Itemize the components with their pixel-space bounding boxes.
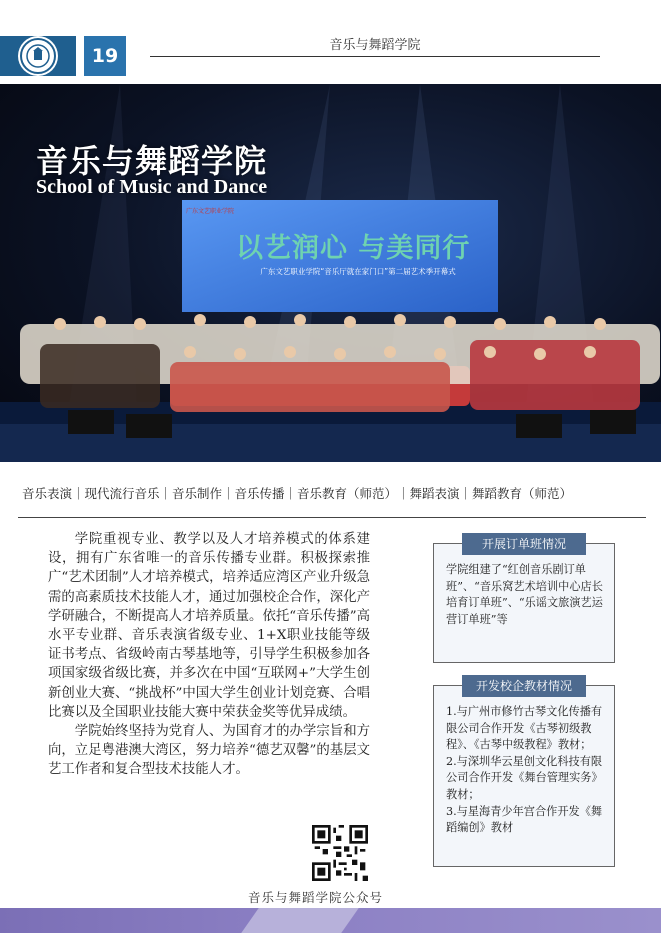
textbook-item: 3.与星海青少年宫合作开发《舞蹈编创》教材 <box>446 804 603 835</box>
screen-slogan: 以艺润心 与美同行 <box>236 233 471 264</box>
textbook-item: 2.与深圳华云星创文化科技有限公司合作开发《舞台管理实务》教材； <box>446 754 603 801</box>
order-class-card <box>433 537 615 663</box>
screen-logo-text: 广东文艺职业学院 <box>186 208 235 215</box>
order-class-card-text: 学院组建了“红创音乐剧订单班”、“音乐窝艺术培训中心店长培育订单班”、“乐谣文旅演艺运营订单班”等 <box>446 563 603 626</box>
qr-caption: 音乐与舞蹈学院公众号 <box>248 890 384 905</box>
qr-code-icon[interactable] <box>312 825 368 881</box>
screen-subtitle: 广东文艺职业学院“音乐厅就在家门口”第二届艺术季开幕式 <box>260 267 456 276</box>
body-text <box>48 530 370 780</box>
photo-title-english: School of Music and Dance <box>36 176 268 198</box>
school-emblem-icon <box>20 38 56 74</box>
textbook-card-body <box>434 686 614 845</box>
footer-stripe <box>241 908 359 933</box>
majors-list: 音乐表演｜现代流行音乐｜音乐制作｜音乐传播｜音乐教育（师范）｜舞蹈表演｜舞蹈教育（师范） <box>22 486 573 501</box>
stage-photo <box>0 84 661 462</box>
textbook-card-title: 开发校企教材情况 <box>462 675 586 697</box>
textbook-card <box>433 679 615 867</box>
body-paragraph: 学院重视专业、教学以及人才培养模式的体系建设，拥有广东省唯一的音乐传播专业群。积极探索推广“艺术团制”人才培养模式，培养适应湾区产业升级急需的高素质技术技能人才，通过加强校企合作，深化产学研融合，不断提高人才培养质量。依托“音乐传播”高水平专业群、音乐表演省级专业、1+X职业技能等级证书考点、省级岭南古琴基地等，引导学生积极参加各项国家级省级比赛，并多次在中国“互联网+”大学生创新创业大赛、“挑战杯”中国大学生创业计划竞赛、合唱比赛以及全国职业技能大赛中荣获金奖等优异成绩。 <box>48 532 370 720</box>
textbook-item: 1.与广州市修竹古琴文化传播有限公司合作开发《古琴初级教程》、《古琴中级教程》教材； <box>446 705 603 752</box>
order-class-card-title: 开展订单班情况 <box>462 533 586 555</box>
body-paragraph: 学院始终坚持为党育人、为国育才的办学宗旨和方向，立足粤港澳大湾区，努力培养“德艺双馨”的基层文艺工作者和复合型技术技能人才。 <box>48 724 370 778</box>
header-rule <box>150 56 600 57</box>
photo-title-chinese: 音乐与舞蹈学院 <box>36 142 268 180</box>
school-emblem-box <box>0 36 76 76</box>
header-section-title: 音乐与舞蹈学院 <box>329 38 421 53</box>
page-number: 19 <box>84 36 126 76</box>
majors-rule <box>18 517 646 518</box>
